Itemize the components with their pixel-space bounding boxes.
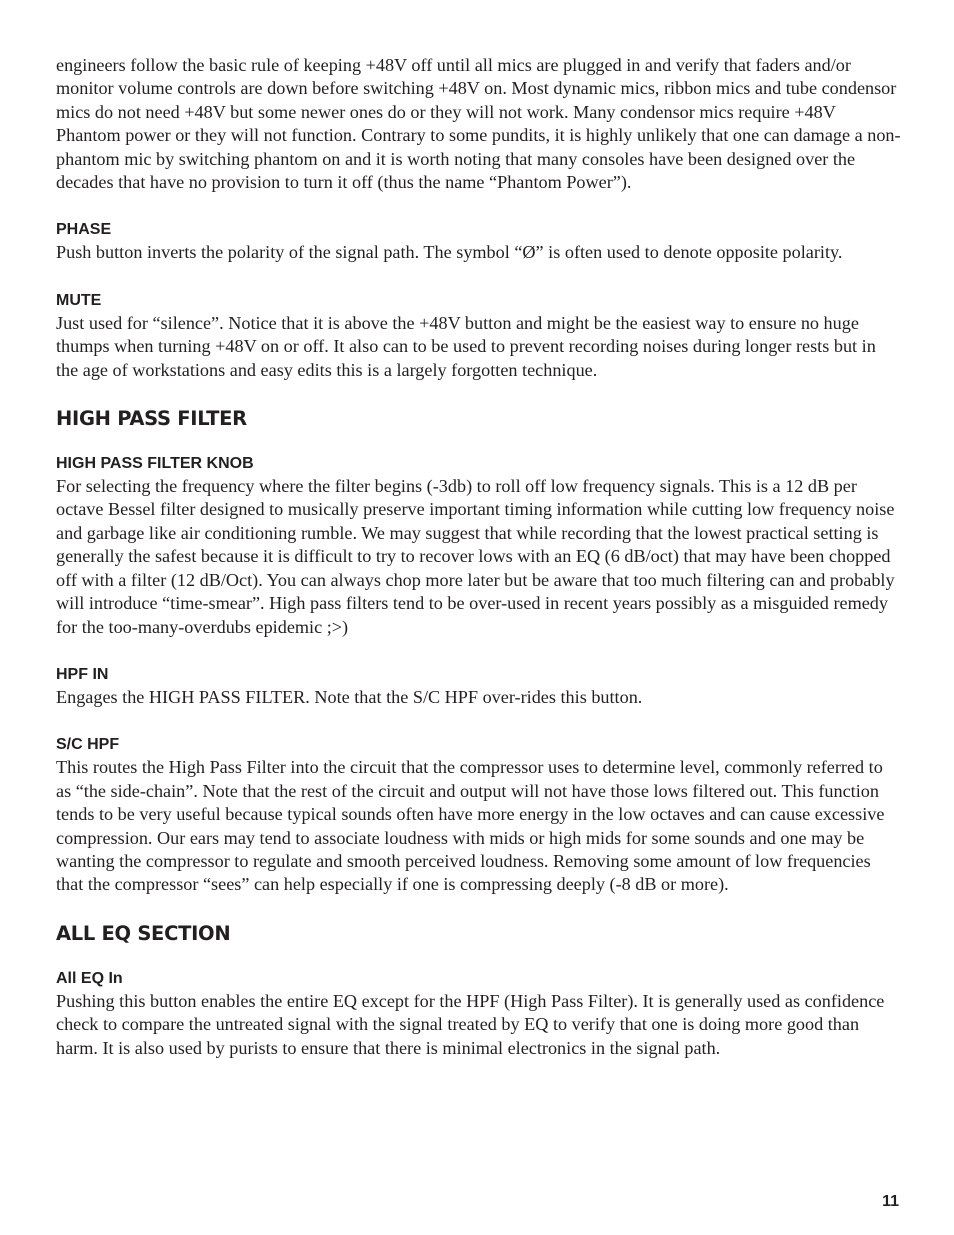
hpf-in-block xyxy=(56,663,902,709)
all-eq-in-heading: All EQ In xyxy=(56,969,123,987)
all-eq-in-block xyxy=(56,967,902,1060)
phase-block xyxy=(56,218,902,264)
page-number: 11 xyxy=(882,1193,899,1210)
phase-heading: PHASE xyxy=(56,221,112,239)
all-eq-section-heading: ALL EQ SECTION xyxy=(56,921,231,945)
manual-page xyxy=(56,54,902,1084)
high-pass-filter-section-heading: HIGH PASS FILTER xyxy=(56,407,247,431)
hpf-in-body: Engages the HIGH PASS FILTER. Note that the S/C HPF over-rides this button. xyxy=(56,686,643,707)
hpf-in-heading: HPF IN xyxy=(56,665,109,683)
sc-hpf-body: This routes the High Pass Filter into the circuit that the compressor uses to determine level, commonly referred to as “the side-chain”. Note that the rest of the circuit and output will not have those lows filtered out. This function tends to be very useful because typical sounds often have more energy in the low octaves and can cause excessive compression. Our ears may tend to associate loudness with mids or high mids for some sounds and one may be wanting the compressor to regulate and smooth perceived loudness. Removing some amount of low frequencies that the compressor “sees” can help especially if one is compressing deeply (-8 dB or more). xyxy=(56,757,885,895)
mute-block xyxy=(56,289,902,382)
sc-hpf-block xyxy=(56,733,902,896)
mute-body: Just used for “silence”. Notice that it is above the +48V button and might be the easiest way to ensure no huge thumps when turning +48V on or off. It also can to be used to prevent recording noises during longer rests but in the age of workstations and easy edits this is a largely forgotten technique. xyxy=(56,312,876,380)
mute-heading: MUTE xyxy=(56,291,102,309)
phase-body: Push button inverts the polarity of the signal path. The symbol “Ø” is often used to denote opposite polarity. xyxy=(56,242,843,263)
sc-hpf-heading: S/C HPF xyxy=(56,736,120,754)
intro-paragraph: engineers follow the basic rule of keeping +48V off until all mics are plugged in and verify that faders and/or monitor volume controls are down before switching +48V on. Most dynamic mics, ribbon mics and tube condensor mics do not need +48V but some newer ones do or they will not work. Many condensor mics require +48V Phantom power or they will not function. Contrary to some pundits, it is highly unlikely that one can damage a non-phantom mic by switching phantom on and it is worth noting that many consoles have been designed over the decades that have no provision to turn it off (thus the name “Phantom Power”). xyxy=(56,55,901,193)
hpf-knob-body: For selecting the frequency where the filter begins (-3db) to roll off low frequency signals. This is a 12 dB per octave Bessel filter designed to musically preserve important timing information while cutting low frequency noise and garbage like air conditioning rumble. We may suggest that while recording that the lowest practical setting is generally the safest because it is difficult to try to recover lows with an EQ (6 dB/oct) that may have been chopped off with a filter (12 dB/Oct). You can always chop more later but be aware that too much filtering can and probably will introduce “time-smear”. High pass filters tend to be over-used in recent years possibly as a misguided remedy for the too-many-overdubs epidemic ;>) xyxy=(56,476,895,637)
hpf-knob-heading: HIGH PASS FILTER KNOB xyxy=(56,455,254,473)
hpf-knob-block xyxy=(56,452,902,639)
all-eq-in-body: Pushing this button enables the entire EQ except for the HPF (High Pass Filter). It is generally used as confidence check to compare the untreated signal with the signal treated by EQ to verify that one is doing more good than harm. It is also used by purists to ensure that there is minimal electronics in the signal path. xyxy=(56,990,885,1058)
